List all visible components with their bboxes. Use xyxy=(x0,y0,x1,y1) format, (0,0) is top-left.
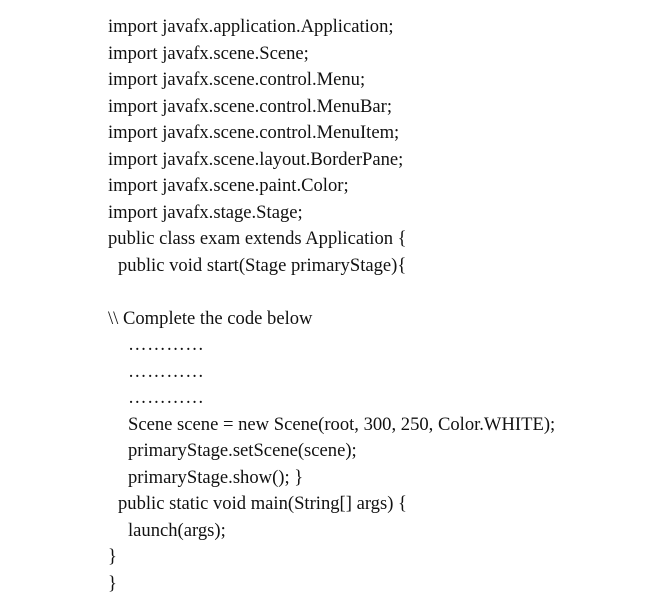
import-line: import javafx.scene.control.Menu; xyxy=(108,69,366,90)
main-method-signature: public static void main(String[] args) { xyxy=(118,493,407,514)
closing-brace: } xyxy=(108,546,117,567)
launch-statement: launch(args); xyxy=(128,519,226,541)
start-method-signature: public void start(Stage primaryStage){ xyxy=(118,254,407,276)
show-statement: primaryStage.show(); } xyxy=(128,466,304,488)
comment-line: \\ Complete the code below xyxy=(108,307,313,329)
import-line: import javafx.scene.control.MenuItem; xyxy=(108,122,400,143)
placeholder-dots: ………… xyxy=(128,387,205,408)
placeholder-dots: ………… xyxy=(128,360,205,382)
import-line: import javafx.application.Application; xyxy=(108,16,394,37)
import-line: import javafx.stage.Stage; xyxy=(108,201,303,223)
blank-line xyxy=(108,279,628,306)
import-line: import javafx.scene.paint.Color; xyxy=(108,175,349,196)
scene-statement: Scene scene = new Scene(root, 300, 250, Color.WHITE); xyxy=(128,413,556,435)
import-line: import javafx.scene.Scene; xyxy=(108,42,309,64)
placeholder-dots: ………… xyxy=(128,334,205,355)
closing-brace: } xyxy=(108,572,117,594)
set-scene-statement: primaryStage.setScene(scene); xyxy=(128,440,357,461)
code-block xyxy=(108,14,628,597)
import-line: import javafx.scene.control.MenuBar; xyxy=(108,95,392,117)
class-declaration: public class exam extends Application { xyxy=(108,228,407,249)
import-line: import javafx.scene.layout.BorderPane; xyxy=(108,148,404,170)
